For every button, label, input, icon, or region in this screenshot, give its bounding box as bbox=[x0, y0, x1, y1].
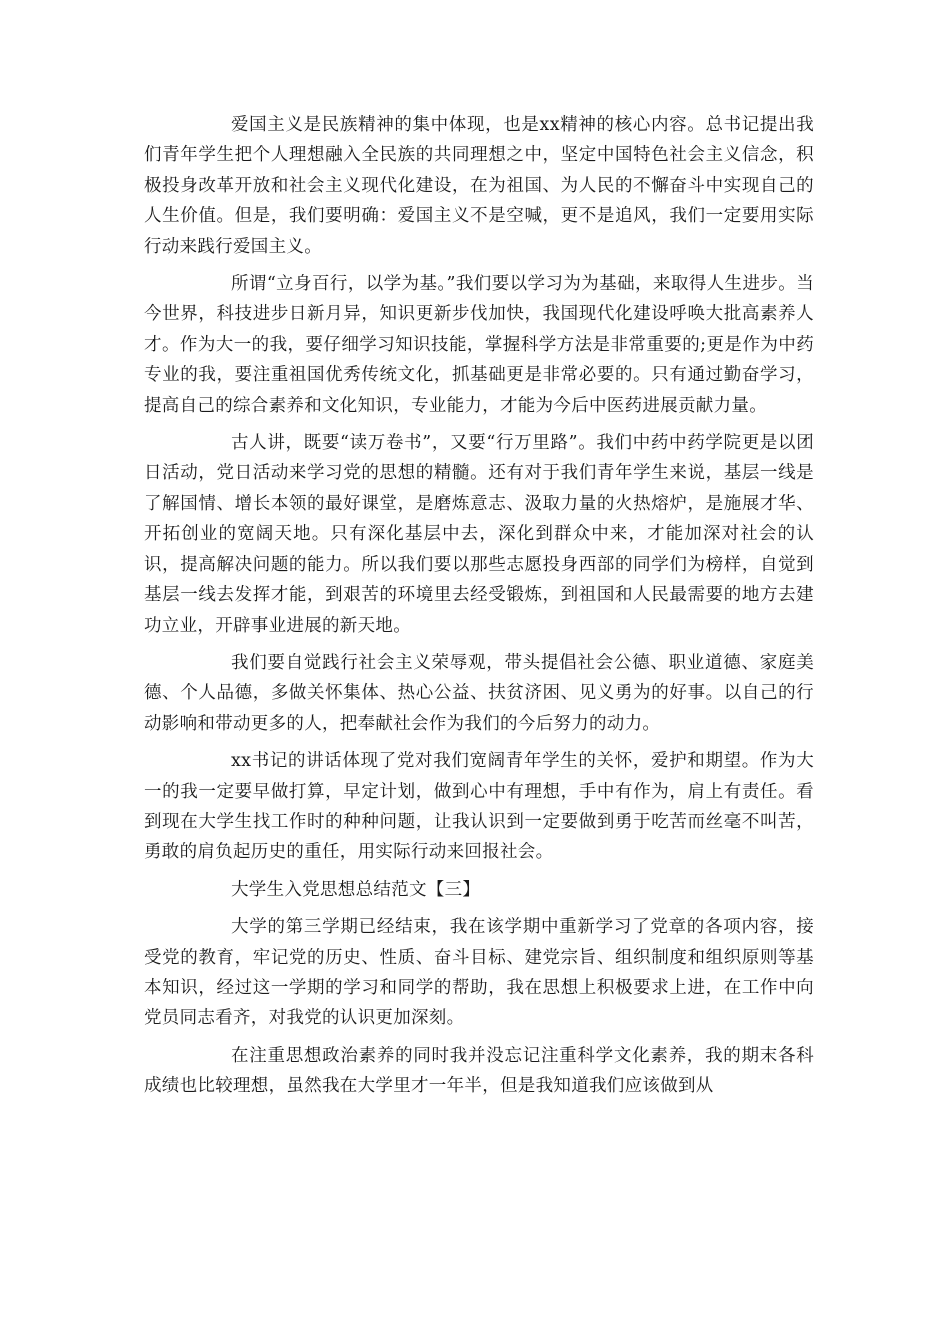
paragraph-patriotism: 爱国主义是民族精神的集中体现，也是xx精神的核心内容。总书记提出我们青年学生把个人理想融入全民族的共同理想之中，坚定中国特色社会主义信念，积极投身改革开放和社会主义现代化建设，在为祖国、为人民的不懈奋斗中实现自己的人生价值。但是，我们要明确：爱国主义不是空喊，更不是追风，我们一定要用实际行动来践行爱国主义。 bbox=[144, 115, 814, 257]
document-body bbox=[144, 110, 814, 1109]
paragraph-morality: 我们要自觉践行社会主义荣辱观，带头提倡社会公德、职业道德、家庭美德、个人品德，多做关怀集体、热心公益、扶贫济困、见义勇为的好事。以自己的行动影响和带动更多的人，把奉献社会作为我们的今后努力的动力。 bbox=[144, 652, 814, 734]
paragraph-academics: 在注重思想政治素养的同时我并没忘记注重科学文化素养，我的期末各科成绩也比较理想，虽然我在大学里才一年半，但是我知道我们应该做到从 bbox=[144, 1045, 814, 1097]
paragraph-practice: 古人讲，既要“读万卷书”，又要“行万里路”。我们中药中药学院更是以团日活动，党日活动来学习党的思想的精髓。还有对于我们青年学生来说，基层一线是了解国情、增长本领的最好课堂，是磨炼意志、汲取力量的火热熔炉，是施展才华、开拓创业的宽阔天地。只有深化基层中去，深化到群众中来，才能加深对社会的认识，提高解决问题的能力。所以我们要以那些志愿投身西部的同学们为榜样，自觉到基层一线去发挥才能，到艰苦的环境里去经受锻炼，到祖国和人民最需要的地方去建功立业，开辟事业进展的新天地。 bbox=[144, 433, 814, 636]
paragraph-semester: 大学的第三学期已经结束，我在该学期中重新学习了党章的各项内容，接受党的教育，牢记党的历史、性质、奋斗目标、建党宗旨、组织制度和组织原则等基本知识，经过这一学期的学习和同学的帮助，我在思想上积极要求上进，在工作中向党员同志看齐，对我党的认识更加深刻。 bbox=[144, 917, 814, 1029]
paragraph-responsibility: xx书记的讲话体现了党对我们宽阔青年学生的关怀，爱护和期望。作为大一的我一定要早做打算，早定计划，做到心中有理想，手中有作为，肩上有责任。看到现在大学生找工作时的种种问题，让我认识到一定要做到勇于吃苦而丝毫不叫苦，勇敢的肩负起历史的重任，用实际行动来回报社会。 bbox=[144, 751, 814, 863]
section-heading: 大学生入党思想总结范文【三】 bbox=[231, 879, 481, 900]
paragraph-study: 所谓“立身百行，以学为基。”我们要以学习为为基础，来取得人生进步。当今世界，科技进步日新月异，知识更新步伐加快，我国现代化建设呼唤大批高素养人才。作为大一的我，要仔细学习知识技能，掌握科学方法是非常重要的;更是作为中药专业的我，要注重祖国优秀传统文化，抓基础更是非常必要的。只有通过勤奋学习，提高自己的综合素养和文化知识，专业能力，才能为今后中医药进展贡献力量。 bbox=[144, 274, 814, 416]
